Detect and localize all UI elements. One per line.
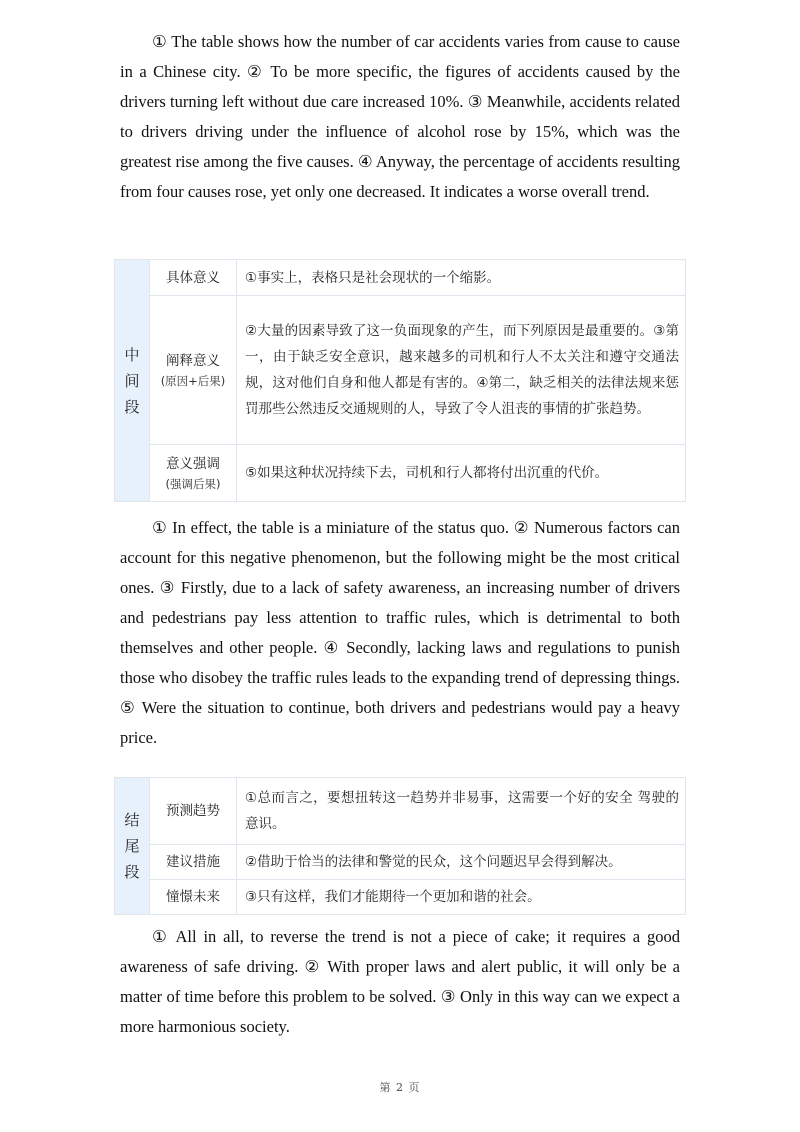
row-label <box>150 880 237 915</box>
row-content: ②借助于恰当的法律和警觉的民众，这个问题迟早会得到解决。 <box>237 845 686 880</box>
row-content: ②大量的因素导致了这一负面现象的产生，而下列原因是最重要的。③第一，由于缺乏安全意识，越来越多的司机和行人不太关注和遵守交通法规，这对他们自身和他人都是有害的。④第二，缺乏相关的法律法规来惩罚那些公然违反交通规则的人，导致了令人沮丧的事情的扩张趋势。 <box>237 296 686 445</box>
row-label <box>150 445 237 502</box>
table-row <box>115 296 686 445</box>
section-label-middle <box>115 260 150 502</box>
row-label <box>150 845 237 880</box>
table-row <box>115 845 686 880</box>
section-char: 段 <box>124 397 140 416</box>
ending-section-table <box>114 777 686 915</box>
table-row <box>115 880 686 915</box>
row-label-text: 憧憬未来 <box>166 889 220 905</box>
section-char: 结 <box>124 811 140 829</box>
section-char: 段 <box>124 863 140 881</box>
middle-section-table <box>114 259 686 502</box>
row-label-text: 建议措施 <box>166 854 220 870</box>
table-row <box>115 445 686 502</box>
row-label-text: 意义强调 <box>166 456 220 472</box>
row-content: ⑤如果这种状况持续下去，司机和行人都将付出沉重的代价。 <box>237 445 686 502</box>
row-content: ①总而言之，要想扭转这一趋势并非易事，这需要一个好的安全 驾驶的意识。 <box>237 778 686 845</box>
section-char: 尾 <box>124 837 140 855</box>
row-label <box>150 260 237 296</box>
section-char: 中 <box>124 345 140 364</box>
table-row <box>115 260 686 296</box>
paragraph-overview: ① The table shows how the number of car accidents varies from cause to cause in a Chinese city. ② To be more specific, the figures of accidents caused by the drivers turning left without due care increased 10%. ③ Meanwhile, accidents related to drivers driving under the influence of alcohol rose by 15%, which was the greatest rise among the five causes. ④ Anyway, the percentage of accidents resulting from four causes rose, yet only one decreased. It indicates a worse overall trend. <box>120 32 680 201</box>
row-label <box>150 778 237 845</box>
row-label <box>150 296 237 445</box>
table-row <box>115 778 686 845</box>
section-char: 间 <box>124 371 140 390</box>
paragraph-ending: ① All in all, to reverse the trend is not a piece of cake; it requires a good awareness of safe driving. ② With proper laws and alert public, it will only be a matter of time before this problem to be solved. ③ Only in this way can we expect a more harmonious society. <box>120 927 680 1036</box>
row-sub-label: (原因+后果) <box>160 374 226 388</box>
section-label-ending <box>115 778 150 915</box>
page-number: 第 2 页 <box>379 1081 421 1094</box>
row-label-text: 具体意义 <box>166 269 220 286</box>
row-label-text: 预测趋势 <box>166 803 220 819</box>
row-content: ①事实上，表格只是社会现状的一个缩影。 <box>237 260 686 296</box>
row-content: ③只有这样，我们才能期待一个更加和谐的社会。 <box>237 880 686 915</box>
paragraph-middle: ① In effect, the table is a miniature of the status quo. ② Numerous factors can account for this negative phenomenon, but the following might be the most critical ones. ③ Firstly, due to a lack of safety awareness, an increasing number of drivers and pedestrians pay less attention to traffic rules, which is detrimental to both themselves and other people. ④ Secondly, lacking laws and regulations to punish those who disobey the traffic rules leads to the expanding trend of depressing things. ⑤ Were the situation to continue, both drivers and pedestrians would pay a heavy price. <box>120 518 680 747</box>
row-sub-label: (强调后果) <box>165 477 221 491</box>
row-label-text: 阐释意义 <box>166 353 220 369</box>
